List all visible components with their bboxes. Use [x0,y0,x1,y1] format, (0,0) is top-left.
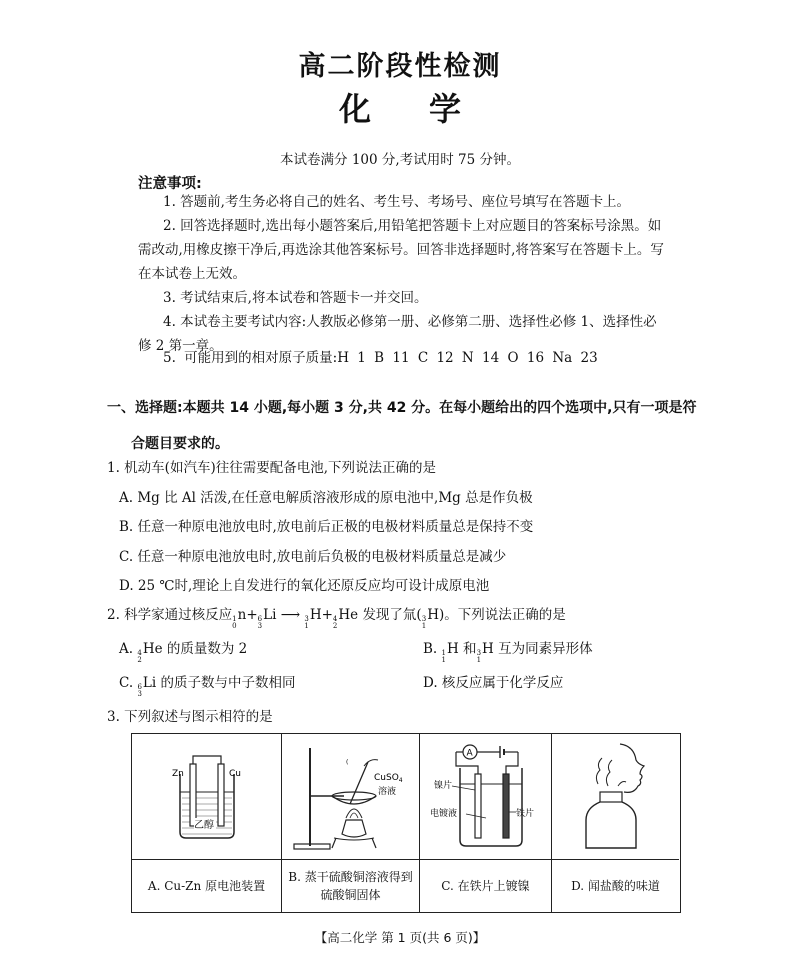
question-2-option-c [119,671,295,698]
nuclide-li-c: 6 3 [137,683,142,698]
label-cu: Cu [229,769,241,779]
section-1-heading [107,390,707,462]
question-2-option-d: D. 核反应属于化学反应 [423,675,564,691]
q2c-pre: C. [119,675,138,691]
q2b-post: H 互为同素异形体 [482,641,593,657]
notice-item-2: 2. 回答选择题时,选出每小题答案后,用铅笔把答题卡上对应题目的答案标号涂黑。如需改动,用橡皮擦干净后,再选涂其他答案标号。回答非选择题时,将答案写在答题卡上。写在本试卷上无效。 [138,218,664,282]
question-2-option-a [119,637,247,664]
galvanic-cell-diagram [132,734,282,859]
notice-item-5: 5. 可能用到的相对原子质量:H 1 B 11 C 12 N 14 O 16 Na 23 [163,350,598,366]
label-cuso4: CuSO$_4$ [374,773,403,784]
label-iron: 铁片 [516,809,535,819]
notice-item-3: 3. 考试结束后,将本试卷和答题卡一并交回。 [163,290,428,306]
notice-heading: 注意事项: [138,176,202,192]
notice-item-1: 1. 答题前,考生务必将自己的姓名、考生号、考场号、座位号填写在答题卡上。 [163,194,630,210]
figure-cell-a [132,734,282,912]
caption-a: A. Cu-Zn 原电池装置 [147,879,266,893]
caption-d: D. 闻盐酸的味道 [571,879,660,893]
label-ethanol: 乙醇 [194,820,214,831]
q2-stem-pre: 2. 科学家通过核反应 [107,607,233,623]
figure-cell-d [552,734,679,912]
section-1-line-2: 合题目要求的。 [131,436,229,452]
section-1-line-1: 一、选择题:本题共 14 小题,每小题 3 分,共 42 分。在每小题给出的四个选项中,只有一项是符 [107,400,697,416]
q2-stem-post: )。下列说法正确的是 [438,607,566,623]
smelling-bottle-diagram [552,734,679,859]
label-zn: Zn [172,769,184,779]
q2a-pre: A. [119,641,138,657]
caption-c: C. 在铁片上镀镍 [441,879,530,893]
nuclide-h3-c: 3 1 [476,649,482,664]
nuclide-h1: 1 1 [441,649,446,664]
q2a-post: He 的质量数为 2 [142,641,248,657]
exam-title: 高二阶段性检测 [298,51,502,82]
q2b-pre: B. [423,641,442,657]
label-plating-solution: 电镀液 [430,809,458,819]
electroplating-diagram [420,734,552,859]
page-footer: 【高二化学 第 1 页(共 6 页)】 [314,930,486,945]
question-1-option-a: A. Mg 比 Al 活泼,在任意电解质溶液形成的原电池中,Mg 总是作负极 [119,490,533,506]
nuclide-he: 4 2 [332,615,338,630]
label-nickel: 镍片 [434,781,453,791]
nuclide-n: 1 0 [232,615,237,630]
evaporation-diagram [282,734,420,859]
ammeter-icon: A [466,748,473,759]
question-1-option-b: B. 任意一种原电池放电时,放电前后正极的电极材料质量总是保持不变 [119,519,534,535]
subject-char-1: 化 [338,90,429,128]
question-2-stem: 2. 科学家通过核反应 1 0 n+ 6 3 Li ⟶ 3 1 H+ 4 2 He 发现了氚( 3 1 H)。下列说法正确的是 [107,607,566,630]
nuclide-li: 6 3 [257,615,263,630]
question-1-option-d: D. 25 ℃时,理论上自发进行的氧化还原反应均可设计成原电池 [119,578,490,594]
question-1-stem: 1. 机动车(如汽车)往往需要配备电池,下列说法正确的是 [107,460,436,476]
figure-cell-c [420,734,552,912]
notice-item-4: 4. 本试卷主要考试内容:人教版必修第一册、必修第二册、选择性必修 1、选择性必修 2 第一章。 [138,314,657,354]
exam-info: 本试卷满分 100 分,考试用时 75 分钟。 [280,152,520,168]
subject-title [0,84,800,130]
caption-b: B. 蒸干硫酸铜溶液得到硫酸铜固体 [288,870,413,902]
nuclide-he-a: 4 2 [137,649,142,664]
subject-char-2: 学 [429,90,520,128]
q2-stem-mid: 发现了氚( [362,607,422,623]
question-3-stem: 3. 下列叙述与图示相符的是 [107,709,273,725]
q2c-post: Li 的质子数与中子数相同 [142,675,296,691]
question-1-option-c: C. 任意一种原电池放电时,放电前后负极的电极材料质量总是减少 [119,549,507,565]
nuclide-h3-b: 3 1 [421,615,427,630]
figure-cell-b [282,734,420,912]
q2b-mid: H 和 [446,641,477,657]
question-3-figure-table [131,733,681,913]
label-solution: 溶液 [378,787,397,797]
svg-text:(: ( [346,759,349,766]
nuclide-h3: 3 1 [304,615,309,630]
question-2-option-b [423,637,593,664]
